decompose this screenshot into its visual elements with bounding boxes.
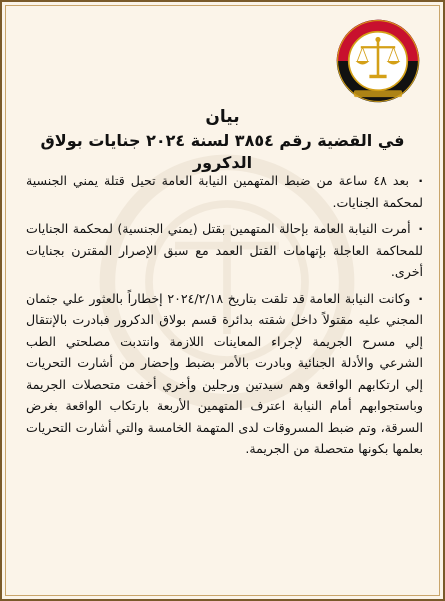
bullet-icon: · [418, 173, 423, 188]
statement-title: بيان [205, 107, 240, 127]
bullet-icon: · [418, 221, 423, 236]
prosecution-scales-emblem-icon [335, 18, 421, 104]
bullet-icon: · [418, 290, 423, 306]
case-subtitle: في القضية رقم ٣٨٥٤ لسنة ٢٠٢٤ جنايات بولاق الدكرور [40, 131, 405, 172]
statement-body [26, 170, 423, 465]
paragraph-referral: · بعد ٤٨ ساعة من ضبط المتهمين النيابة العامة تحيل قتلة يمني الجنسية لمحكمة الجنايات. [26, 170, 423, 213]
paragraph-details: · وكانت النيابة العامة قد تلقت بتاريخ ٢٠٢٤/٢/١٨ إخطاراً بالعثور علي جثمان المجني عليه مقتولاً داخل شقته بدائرة قسم بولاق الدكرور فبادرت بالإنتقال إلي مسرح الجريمة لإجراء المعاينات اللازمة وانتدبت مصلحتي الطب الشرعي والأدلة الجنائية وبادرت بالأمر بضبط وإحضار من أشارت التحريات إلي ارتكابهم الواقعة وهم سيدتين ورجلين وأخري أخفت متحصلات الجريمة وباستجوابهم أمام النيابة اعترف المتهمين الأربعة بارتكاب الواقعة بغرض السرقة، وتم ضبط المسروقات لدى المتهمة الخامسة والتي أشارت التحريات بعلمها بكونها متحصلة من الجريمة. [26, 288, 423, 460]
statement-header [22, 106, 423, 174]
paragraph-order: · أمرت النيابة العامة بإحالة المتهمين بقتل (يمني الجنسية) لمحكمة الجنايات للمحاكمة العاجلة بإتهامات القتل العمد مع سبق الإصرار المقترن بجنايات أخرى. [26, 218, 423, 283]
